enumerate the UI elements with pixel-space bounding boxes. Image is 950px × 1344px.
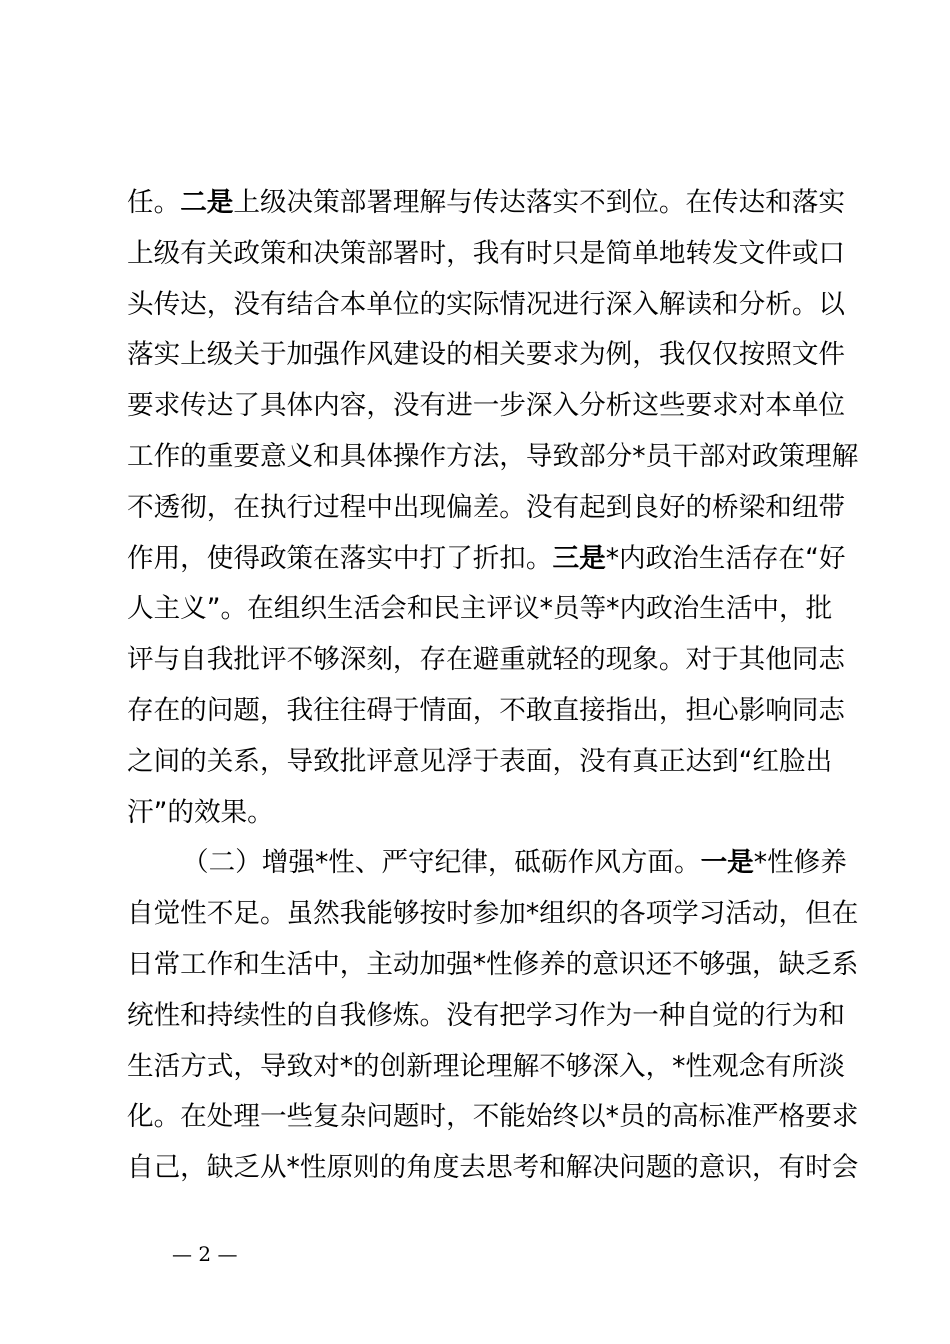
section-heading-line <box>127 838 847 889</box>
text-line <box>127 330 846 381</box>
text-run: 头传达，没有结合本单位的实际情况进行深入解读和分析。以 <box>127 288 846 320</box>
text-run: 人主义”。在组织生活会和民主评议*员等*内政治生活中，批 <box>127 593 833 625</box>
text-run: 自己，缺乏从*性原则的角度去思考和解决问题的意识，有时会 <box>127 1152 859 1184</box>
text-run: 上级决策部署理解与传达落实不到位。在传达和落实 <box>233 187 846 218</box>
text-line <box>127 229 846 280</box>
text-line <box>127 737 837 788</box>
text-run: 存在的问题，我往往碍于情面，不敢直接指出，担心影响同志 <box>127 694 846 726</box>
text-run: 生活方式，导致对*的创新理论理解不够深入，*性观念有所淡 <box>127 1050 846 1082</box>
text-run: 要求传达了具体内容，没有进一步深入分析这些要求对本单位 <box>127 390 846 422</box>
text-line <box>127 483 846 534</box>
text-line <box>127 432 859 483</box>
text-line <box>127 1042 846 1093</box>
text-line <box>127 991 846 1042</box>
text-run: 上级有关政策和决策部署时，我有时只是简单地转发文件或口 <box>127 237 846 269</box>
text-line <box>127 178 846 229</box>
body-text <box>127 178 859 1194</box>
text-line <box>127 788 837 839</box>
text-run: 统性和持续性的自我修炼。没有把学习作为一种自觉的行为和 <box>127 999 846 1031</box>
text-run: 任。 <box>127 187 181 218</box>
bold-marker: 二是 <box>180 187 234 218</box>
text-line <box>127 686 846 737</box>
text-run: 评与自我批评不够深刻，存在避重就轻的现象。对于其他同志 <box>127 644 846 676</box>
text-line <box>127 635 846 686</box>
text-run: 之间的关系，导致批评意见浮于表面，没有真正达到“红脸出 <box>127 745 833 777</box>
text-line <box>127 1092 859 1143</box>
text-run: 化。在处理一些复杂问题时，不能始终以*员的高标准严格要求 <box>127 1101 859 1133</box>
text-run: （二）增强*性、严守纪律，砥砺作风方面。 <box>182 847 701 879</box>
bold-marker: 一是 <box>700 847 754 879</box>
text-line <box>127 381 846 432</box>
text-run: 作用，使得政策在落实中打了折扣。 <box>127 542 553 574</box>
text-run: *性修养 <box>753 847 847 879</box>
text-run: 工作的重要意义和具体操作方法，导致部分*员干部对政策理解 <box>127 440 859 472</box>
text-run: 不透彻，在执行过程中出现偏差。没有起到良好的桥梁和纽带 <box>127 491 846 523</box>
text-run: 汗”的效果。 <box>127 796 274 828</box>
text-line <box>127 584 837 635</box>
text-line <box>127 280 846 331</box>
text-line <box>127 1143 859 1194</box>
text-run: 落实上级关于加强作风建设的相关要求为例，我仅仅按照文件 <box>127 339 846 371</box>
text-run: 自觉性不足。虽然我能够按时参加*组织的各项学习活动，但在 <box>127 898 859 930</box>
text-line <box>127 534 846 585</box>
text-line <box>127 889 859 940</box>
text-run: 日常工作和生活中，主动加强*性修养的意识还不够强，缺乏系 <box>127 948 859 980</box>
text-line <box>127 940 859 991</box>
bold-marker: 三是 <box>552 542 606 574</box>
text-run: *内政治生活存在“好 <box>605 542 846 574</box>
page-number: — 2 — <box>172 1242 238 1266</box>
